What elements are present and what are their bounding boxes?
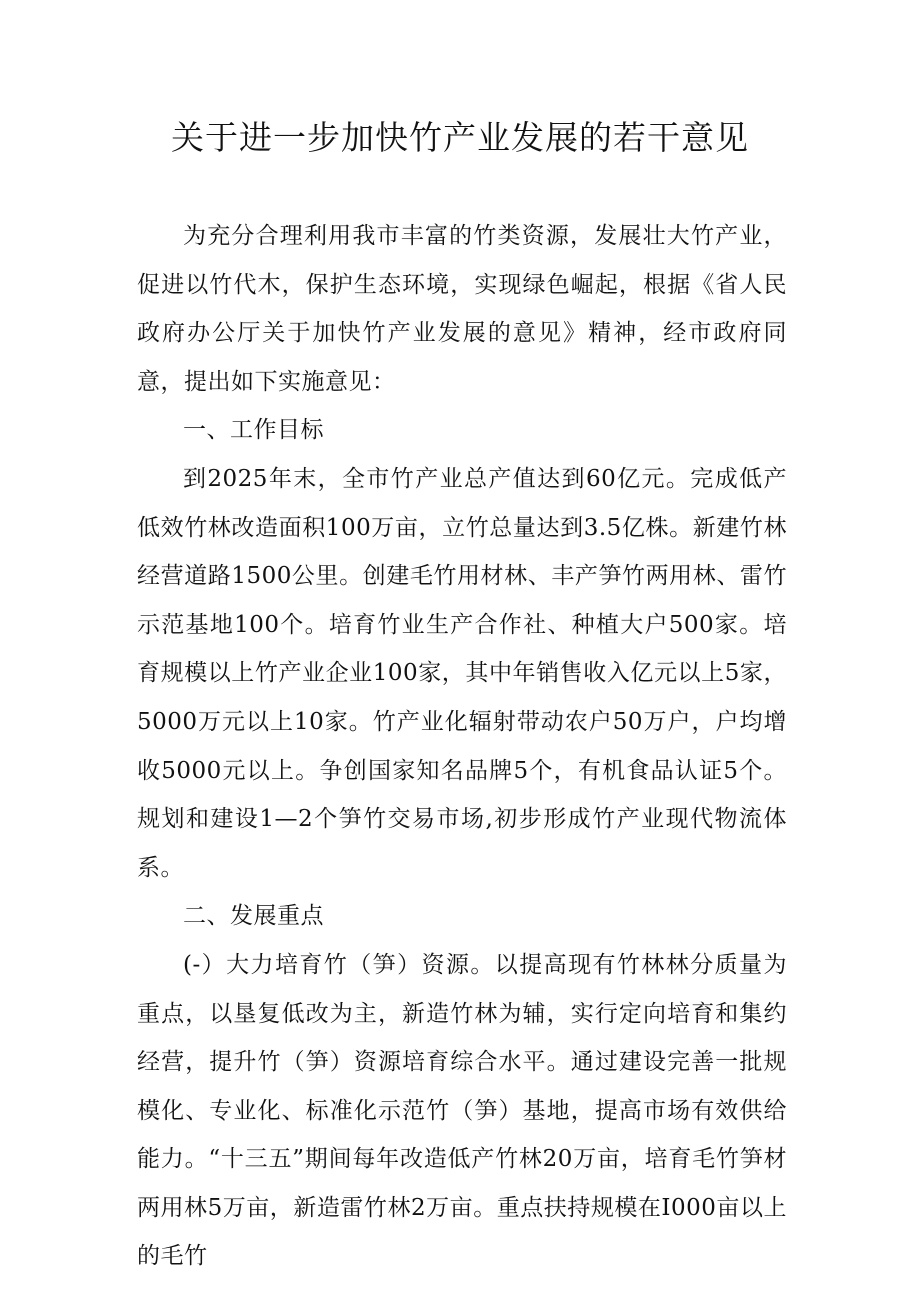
document-title: 关于进一步加快竹产业发展的若干意见 bbox=[171, 118, 749, 157]
section-heading-priorities: 二、发展重点 bbox=[183, 903, 324, 930]
section-heading-goals: 一、工作目标 bbox=[183, 417, 324, 444]
document-body bbox=[137, 212, 787, 1281]
priorities-item-1-paragraph: (-）大力培育竹（笋）资源。以提高现有竹林林分质量为重点，以垦复低改为主，新造竹林为辅，实行定向培育和集约经营，提升竹（笋）资源培育综合水平。通过建设完善一批规模化、专业化、标准化示范竹（笋）基地，提高市场有效供给能力。“十三五”期间每年改造低产竹林20万亩，培育毛竹笋材两用林5万亩，新造雷竹林2万亩。重点扶持规模在I000亩以上的毛竹 bbox=[137, 951, 787, 1270]
goals-paragraph: 到2025年末，全市竹产业总产值达到60亿元。完成低产低效竹林改造面积100万亩，立竹总量达到3.5亿株。新建竹林经营道路1500公里。创建毛竹用材林、丰产笋竹两用林、雷竹示范基地100个。培育竹业生产合作社、种植大户500家。培育规模以上竹产业企业100家，其中年销售收入亿元以上5家，5000万元以上10家。竹产业化辐射带动农户50万户，户均增收5000元以上。争创国家知名品牌5个，有机食品认证5个。规划和建设1—2个笋竹交易市场,初步形成竹产业现代物流体系。 bbox=[137, 465, 787, 881]
intro-paragraph: 为充分合理利用我市丰富的竹类资源，发展壮大竹产业，促进以竹代木，保护生态环境，实现绿色崛起，根据《省人民政府办公厅关于加快竹产业发展的意见》精神，经市政府同意，提出如下实施意见： bbox=[137, 223, 787, 395]
